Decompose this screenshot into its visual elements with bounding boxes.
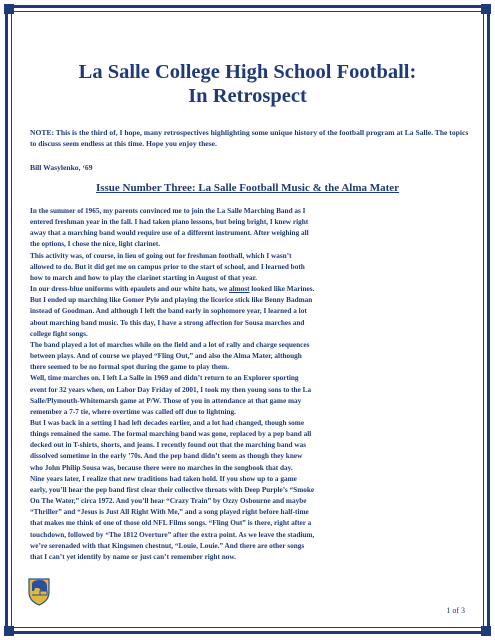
body-line: that I can’t yet identify by name or just can’t remember right now. (30, 552, 236, 561)
body-line: we’re serenaded with that Kingsmen chestnut, “Louie, Louie.” And there are other songs (30, 541, 305, 550)
body-line: “Thriller” and “Jesus is Just All Right With Me,” and a song played right before half-time (30, 508, 309, 517)
border-corner (4, 4, 14, 14)
body-line: how to march and how to play the clarinet starting in August of that year. (30, 273, 257, 282)
body-line: instead of Goodman. And although I left the band early in sophomore year, I learned a lot (30, 307, 307, 316)
body-line: that makes me think of one of those old NFL Films songs. “Fling Out” is there, right after a (30, 519, 312, 528)
body-line-marines-start: In our dress-blue uniforms with epaulets and our white hats, we (30, 285, 229, 294)
body-line: who John Philip Sousa was, because there were no marches in the songbook that day. (30, 463, 293, 472)
underlined-word: almost (229, 285, 250, 294)
body-line: things remained the same. The formal marching band was gone, replaced by a pep band all (30, 430, 312, 439)
body-line-marines-end: looked like Marines. (249, 285, 315, 294)
body-line: This activity was, of course, in lieu of going out for freshman football, which I wasn’t (30, 251, 292, 260)
body-line: between plays. And of course we played “Fling Out,” and also the Alma Mater, although (30, 352, 302, 361)
body-line: But I ended up marching like Gomer Pyle and playing the licorice stick like Benny Badman (30, 296, 313, 305)
issue-heading: Issue Number Three: La Salle Football Music & the Alma Mater (95, 182, 400, 194)
border-corner (481, 626, 491, 636)
body-line: On The Water,” circa 1972. And you’ll hear “Crazy Train” by Ozzy Osbourne and maybe (30, 497, 307, 506)
body-line: touchdown, followed by “The 1812 Overture” after the extra point. As we leave the stadium, (30, 530, 315, 539)
border-corner (4, 626, 14, 636)
body-line: event for 32 years when, on Labor Day Friday of 2001, I took my then young sons to the La (30, 385, 312, 394)
body-line: the options, I chose the nice, light clarinet. (30, 240, 161, 249)
body-line: college fight songs. (30, 329, 88, 338)
intro-note: NOTE: This is the third of, I hope, many retrospectives highlighting some unique history of the football program at La Salle. The topics to discuss seem endless at this time. Hope you enjoy these. (30, 128, 469, 148)
body-line: Nine years later, I realize that new traditions had taken hold. If you show up to a game (30, 474, 297, 483)
border-corner (481, 4, 491, 14)
article-body (30, 206, 472, 563)
page-number: 1 of 3 (446, 606, 465, 615)
body-line: dissolved sometime in the early ’70s. And the pep band didn’t seem as though they knew (30, 452, 303, 461)
body-line-marines (30, 284, 472, 295)
body-line: Well, time marches on. I left La Salle in 1969 and didn’t return to an Explorer sporting (30, 374, 299, 383)
body-line: But I was back in a setting I had left decades earlier, and a lot had changed, though some (30, 418, 305, 427)
body-line: about marching band music. To this day, I have a strong affection for Sousa marches and (30, 318, 305, 327)
body-line: In the summer of 1965, my parents convinced me to join the La Salle Marching Band as I (30, 207, 306, 215)
body-line: entered freshman year in the fall. I had taken piano lessons, but being bright, I knew right (30, 218, 309, 227)
body-line: Salle/Plymouth-Whitemarsh game at P/W. Those of you in attendance at that game may (30, 396, 302, 405)
body-line: The band played a lot of marches while on the field and a lot of rally and charge sequences (30, 340, 310, 349)
body-line: decked out in T-shirts, shorts, and jeans. I recently found out that the marching band was (30, 441, 307, 450)
body-line: there seemed to be no formal spot during the game to play them. (30, 363, 230, 372)
body-line: remember a 7-7 tie, where overtime was called off due to lightning. (30, 407, 236, 416)
body-line: away that a marching band would require use of a different instrument. After weighing all (30, 229, 309, 238)
author-byline: Bill Wasylenko, ‘69 (30, 163, 93, 172)
body-line: early, you’ll hear the pep band first clear their collective throats with Deep Purple’s “Smoke (30, 485, 315, 494)
football-helmet-logo-icon (26, 576, 52, 606)
page-title-line-2: In Retrospect (188, 85, 307, 107)
body-line: allowed to do. But it did get me on campus prior to the start of school, and I learned both (30, 262, 305, 271)
page-title-line-1: La Salle College High School Football: (78, 61, 417, 83)
